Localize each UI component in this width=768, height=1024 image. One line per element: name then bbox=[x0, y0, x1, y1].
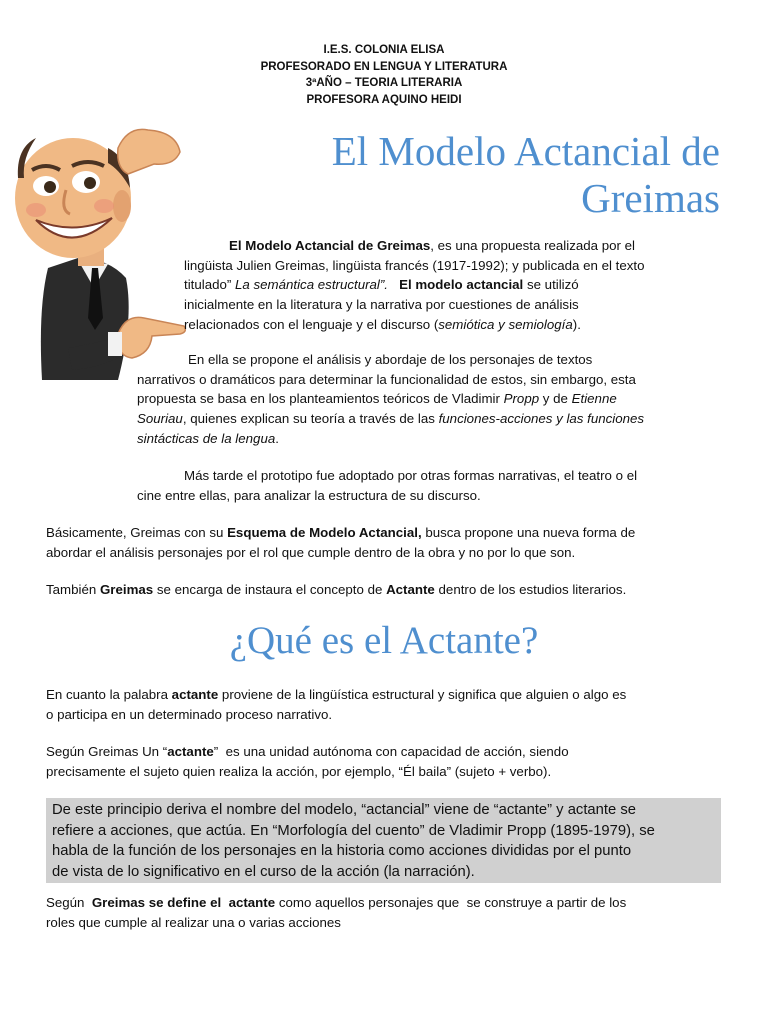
bold-text: Greimas bbox=[99, 582, 154, 597]
italic-text: sintácticas de la lengua bbox=[137, 430, 276, 446]
paragraph-also bbox=[46, 580, 746, 600]
cartoon-man-pointing-illustration bbox=[8, 118, 188, 388]
text bbox=[388, 277, 399, 292]
text: habla de la función de los personajes en la historia como acciones divididas por el punto bbox=[52, 843, 632, 859]
italic-text: Propp bbox=[503, 391, 540, 407]
italic-text: funciones-acciones y las funciones bbox=[438, 411, 645, 427]
bold-text: Actante bbox=[386, 582, 435, 597]
paragraph-greimas-defines bbox=[46, 893, 746, 932]
text: En cuanto la palabra bbox=[46, 687, 172, 702]
text: Según Greimas Un “ bbox=[46, 744, 168, 759]
text: roles que cumple al realizar una o varias acciones bbox=[46, 914, 341, 930]
bold-text: El modelo actancial bbox=[399, 277, 524, 293]
paragraph-analysis bbox=[137, 350, 737, 449]
text: y de bbox=[539, 391, 572, 407]
bold-text: actante bbox=[167, 744, 214, 759]
paragraph-actante-origin bbox=[46, 685, 746, 724]
text: De este principio deriva el nombre del modelo, “actancial” viene de “actante” y actante se bbox=[52, 802, 636, 818]
school-header bbox=[0, 42, 768, 108]
text: abordar el análisis personajes por el rol que cumple dentro de la obra y no por lo que son. bbox=[46, 544, 576, 560]
text: En ella se propone el análisis y abordaje de los personajes de textos bbox=[188, 352, 593, 367]
italic-text: La semántica estructural”. bbox=[231, 277, 388, 293]
text: refiere a acciones, que actúa. En “Morfología del cuento” de Vladimir Propp (1895-1979), se bbox=[52, 822, 655, 839]
text: dentro de los estudios literarios. bbox=[434, 582, 627, 597]
bold-text: Greimas se define el actante bbox=[91, 895, 276, 910]
bold-text: El Modelo Actancial de Greimas bbox=[229, 238, 431, 253]
text: Básicamente, Greimas con su bbox=[46, 525, 228, 540]
text: se encarga de instaura el concepto de bbox=[153, 582, 387, 597]
text: Según bbox=[46, 895, 92, 910]
text: inicialmente en la literatura y la narrativa por cuestiones de análisis bbox=[184, 297, 579, 313]
bold-text: Esquema de Modelo Actancial, bbox=[227, 525, 422, 540]
title-line-2: Greimas bbox=[581, 175, 720, 221]
text: titulado” bbox=[184, 277, 232, 293]
italic-text: semiótica y semiología bbox=[438, 316, 573, 332]
text: como aquellos personajes que se construye a partir de los bbox=[275, 895, 627, 910]
text: precisamente el sujeto quien realiza la acción, por ejemplo, “Él baila” (sujeto + verbo). bbox=[46, 763, 552, 779]
text: También bbox=[46, 582, 100, 597]
text: cine entre ellas, para analizar la estructura de su discurso. bbox=[137, 487, 481, 503]
bold-text: actante bbox=[171, 687, 219, 702]
page-title bbox=[250, 128, 720, 222]
italic-text: Etienne bbox=[571, 391, 617, 407]
text: proviene de la lingüística estructural y significa que alguien o algo es bbox=[218, 687, 627, 702]
paragraph-actante-definition bbox=[46, 742, 746, 781]
text: de vista de lo significativo en el curso de la acción (la narración). bbox=[52, 863, 475, 880]
text: Más tarde el prototipo fue adoptado por otras formas narrativas, el teatro o el bbox=[184, 468, 638, 483]
text: ” es una unidad autónoma con capacidad de acción, siendo bbox=[213, 744, 569, 759]
text: , es una propuesta realizada por el bbox=[430, 238, 636, 253]
header-line-1: I.E.S. COLONIA ELISA bbox=[323, 44, 445, 56]
italic-text: Souriau bbox=[137, 411, 183, 427]
text: ). bbox=[572, 316, 581, 332]
paragraph-intro bbox=[184, 236, 744, 335]
header-line-3: 3ªAÑO – TEORIA LITERARIA bbox=[305, 77, 463, 89]
title-line-1: El Modelo Actancial de bbox=[331, 128, 720, 174]
text: , quienes explican su teoría a través de las bbox=[182, 411, 439, 427]
text: propuesta se basa en los planteamientos teóricos de Vladimir bbox=[137, 391, 504, 407]
text: se utilizó bbox=[523, 277, 579, 293]
text: relacionados con el lenguaje y el discurso ( bbox=[184, 316, 439, 332]
highlighted-paragraph bbox=[46, 798, 721, 883]
text: narrativos o dramáticos para determinar la funcionalidad de estos, sin embargo, esta bbox=[137, 371, 636, 387]
header-line-4: PROFESORA AQUINO HEIDI bbox=[306, 93, 462, 106]
text: o participa en un determinado proceso narrativo. bbox=[46, 706, 333, 722]
paragraph-basically bbox=[46, 523, 746, 562]
section-heading: ¿Qué es el Actante? bbox=[229, 619, 539, 662]
text: lingüista Julien Greimas, lingüista francés (1917-1992); y publicada en el texto bbox=[184, 257, 645, 273]
paragraph-prototype bbox=[137, 466, 737, 505]
text: busca propone una nueva forma de bbox=[421, 525, 636, 540]
header-line-2: PROFESORADO EN LENGUA Y LITERATURA bbox=[260, 60, 508, 73]
text: . bbox=[275, 430, 279, 446]
